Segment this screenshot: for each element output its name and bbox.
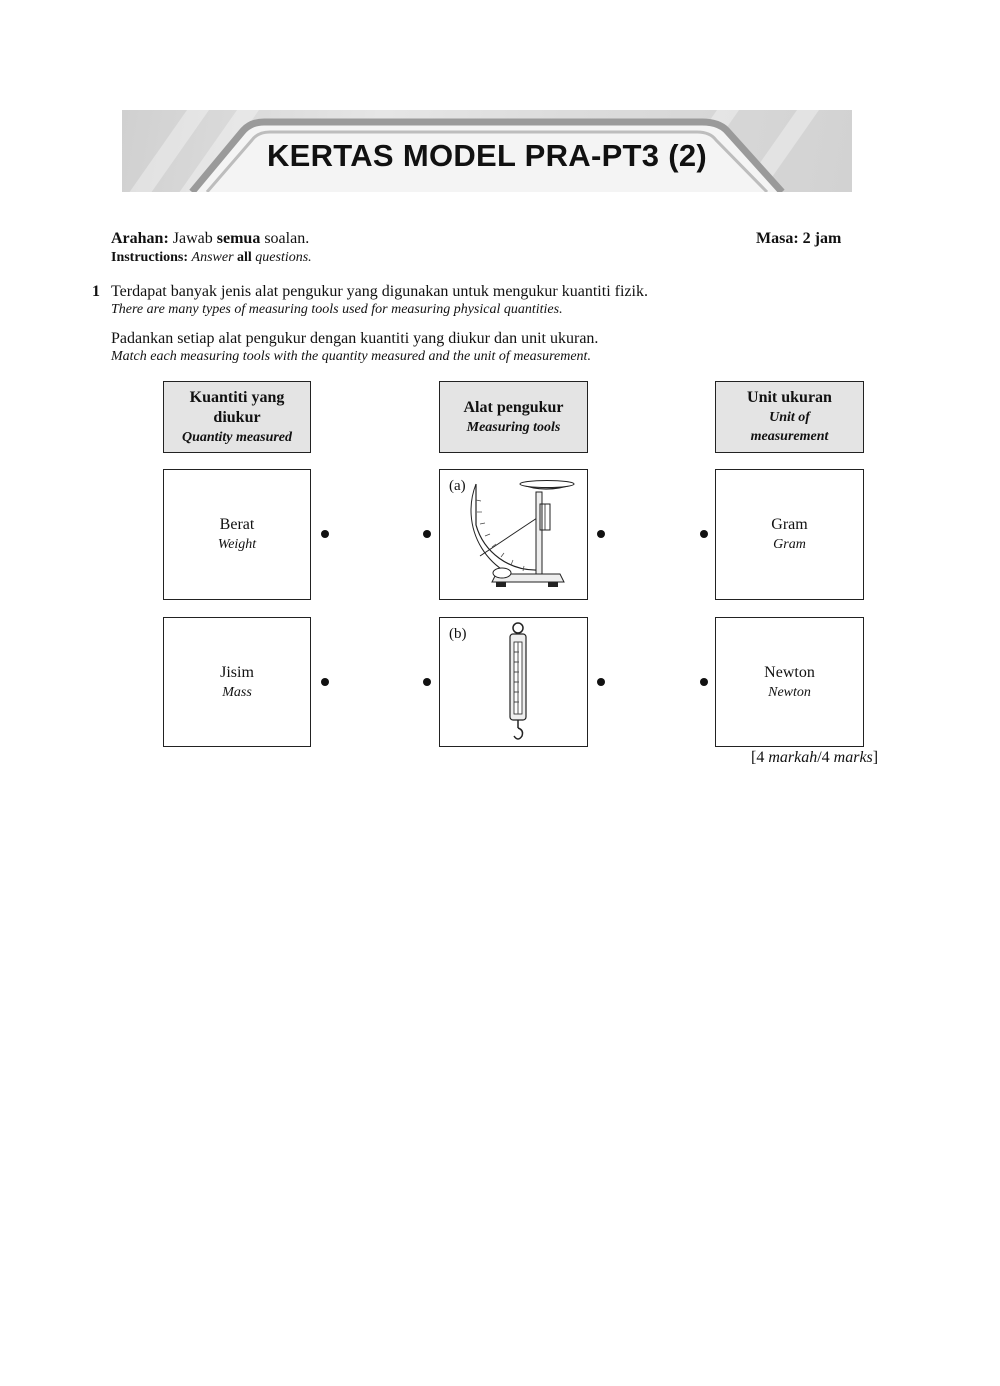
tool-label-a: (a) xyxy=(449,478,466,494)
header-unit-en1: Unit of xyxy=(769,410,810,425)
spring-balance-icon xyxy=(440,618,589,748)
header-quantity xyxy=(163,381,311,453)
header-unit-ms: Unit ukuran xyxy=(747,389,832,406)
unit-box-newton xyxy=(715,617,864,747)
lever-balance-icon xyxy=(440,470,589,601)
header-tools-ms: Alat pengukur xyxy=(463,398,564,416)
match-dot-unit-1[interactable] xyxy=(700,530,708,538)
instructions-text: Answer xyxy=(191,250,234,265)
marks-allocation xyxy=(751,749,878,767)
unit-ms: Gram xyxy=(771,516,808,533)
tool-box-a xyxy=(439,469,588,600)
question-line2-ms: Padankan setiap alat pengukur dengan kuantiti yang diukur dan unit ukuran. xyxy=(111,330,599,347)
match-dot-quantity-1[interactable] xyxy=(321,530,329,538)
header-unit xyxy=(715,381,864,453)
question-number: 1 xyxy=(92,283,100,300)
unit-box-gram xyxy=(715,469,864,600)
quantity-box-weight xyxy=(163,469,311,600)
match-dot-unit-2[interactable] xyxy=(700,678,708,686)
instructions-label: Instructions: xyxy=(111,250,189,265)
question-line1-ms: Terdapat banyak jenis alat pengukur yang digunakan untuk mengukur kuantiti fizik. xyxy=(111,283,648,300)
quantity-ms: Berat xyxy=(219,516,255,533)
title-banner xyxy=(122,110,852,192)
unit-en: Gram xyxy=(773,537,806,552)
tool-box-b xyxy=(439,617,588,747)
instructions-emphasis: all xyxy=(237,250,252,265)
question-line2-en: Match each measuring tools with the quantity measured and the unit of measurement. xyxy=(111,349,591,364)
header-quantity-en: Quantity measured xyxy=(181,429,293,445)
marks-close: ] xyxy=(872,749,879,766)
marks-slash: /4 xyxy=(817,749,834,766)
match-dot-tool-left-2[interactable] xyxy=(423,678,431,686)
match-dot-tool-right-1[interactable] xyxy=(597,530,605,538)
quantity-ms: Jisim xyxy=(220,663,254,681)
match-dot-tool-right-2[interactable] xyxy=(597,678,605,686)
question-line1-en: There are many types of measuring tools used for measuring physical quantities. xyxy=(111,302,563,317)
header-quantity-ms1: Kuantiti yang xyxy=(189,388,285,406)
header-unit-en2: measurement xyxy=(750,429,829,444)
quantity-en: Weight xyxy=(217,537,257,552)
tool-label-b: (b) xyxy=(449,626,467,642)
marks-en: marks xyxy=(833,749,873,766)
quantity-box-mass xyxy=(163,617,311,747)
match-dot-tool-left-1[interactable] xyxy=(423,530,431,538)
page-title: KERTAS MODEL PRA-PT3 (2) xyxy=(266,138,708,173)
header-tools xyxy=(439,381,588,453)
arahan-line xyxy=(111,230,309,248)
instructions-line xyxy=(111,250,312,266)
marks-ms: markah xyxy=(768,749,818,766)
arahan-label: Arahan: xyxy=(111,230,169,247)
instructions-text-end: questions. xyxy=(255,250,312,265)
arahan-text-end: soalan. xyxy=(264,230,310,247)
match-dot-quantity-2[interactable] xyxy=(321,678,329,686)
marks-open: [4 xyxy=(751,749,769,766)
unit-ms: Newton xyxy=(764,663,815,681)
arahan-emphasis: semua xyxy=(216,230,261,247)
header-tools-en: Measuring tools xyxy=(466,419,561,435)
header-quantity-ms2: diukur xyxy=(213,408,261,426)
time-allowed: Masa: 2 jam xyxy=(756,230,842,247)
arahan-text: Jawab xyxy=(172,230,213,247)
quantity-en: Mass xyxy=(222,684,252,700)
unit-en: Newton xyxy=(768,684,811,700)
